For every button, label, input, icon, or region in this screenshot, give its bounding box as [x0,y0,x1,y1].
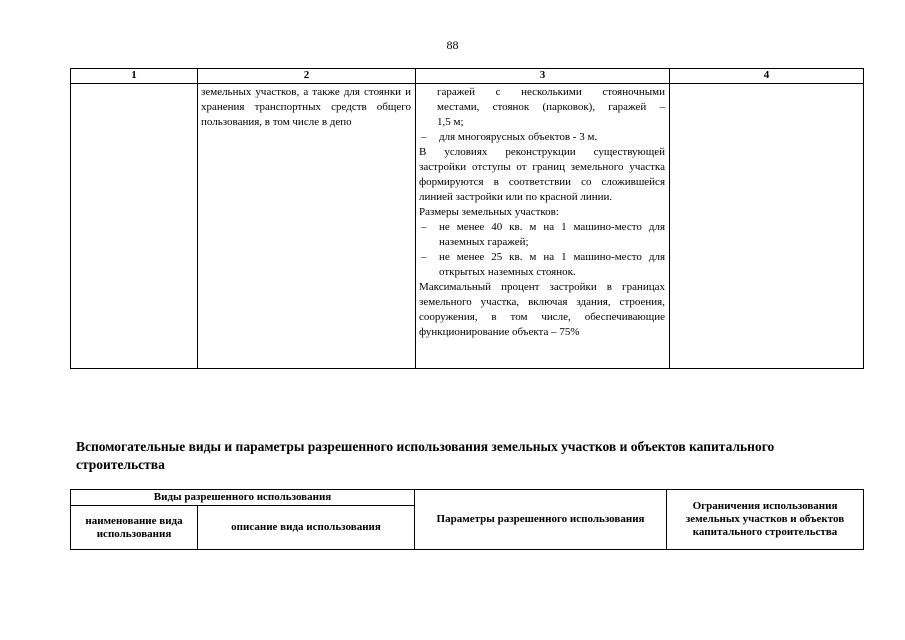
column-header-3: 3 [416,69,670,84]
section-title: Вспомогательные виды и параметры разрешенного использования земельных участков и объектов капитального строительства [76,439,775,472]
sizes-label: Размеры земельных участков: [419,206,559,218]
usage-description-header: описание вида использования [198,506,415,550]
cell-col1 [71,84,198,369]
dash-bullet-icon: – [421,251,427,263]
param-line: гаражей с несколькими стояночными [437,86,665,98]
table-header-row [71,490,864,506]
param-line: местами, стоянок (парковок), гаражей – [437,101,665,113]
list-item-text: для многоярусных объектов - 3 м. [439,131,598,143]
dash-bullet-icon: – [421,131,427,143]
table-row [71,84,864,369]
column-header-4: 4 [670,69,864,84]
restrictions-header: Ограничения использования земельных участков и объектов капитального строительства [667,490,864,550]
param-line: 1,5 м; [437,116,464,128]
column-header-1: 1 [71,69,198,84]
cell-col4 [670,84,864,369]
table-header-row [71,69,864,84]
reconstruction-text: В условиях реконструкции существующей застройки отступы от границ земельного участка формируются в соответствии со сложившейся линией застройки или по красной линии. [419,146,665,203]
usage-name-header: наименование вида использования [71,506,198,550]
params-header: Параметры разрешенного использования [415,490,667,550]
continuation-table [70,68,864,369]
list-item-text: не менее 25 кв. м на 1 машино-место для открытых наземных стоянок. [439,251,665,278]
column-header-2: 2 [198,69,416,84]
max-percent-text: Максимальный процент застройки в границах земельного участка, включая здания, строения, сооружения, в том числе, обеспечивающие функционирование объекта – 75% [419,281,665,338]
list-item [419,250,665,280]
cell-parameters [416,84,670,369]
cell-usage-description: земельных участков, а также для стоянки и хранения транспортных средств общего пользования, в том числе в депо [198,84,416,369]
dash-bullet-icon: – [421,221,427,233]
list-item-text: не менее 40 кв. м на 1 машино-место для наземных гаражей; [439,221,665,248]
usage-types-header: Виды разрешенного использования [71,490,415,506]
page-number: 88 [446,38,459,52]
list-item [419,220,665,250]
auxiliary-usage-table [70,489,864,550]
list-item [419,130,665,145]
